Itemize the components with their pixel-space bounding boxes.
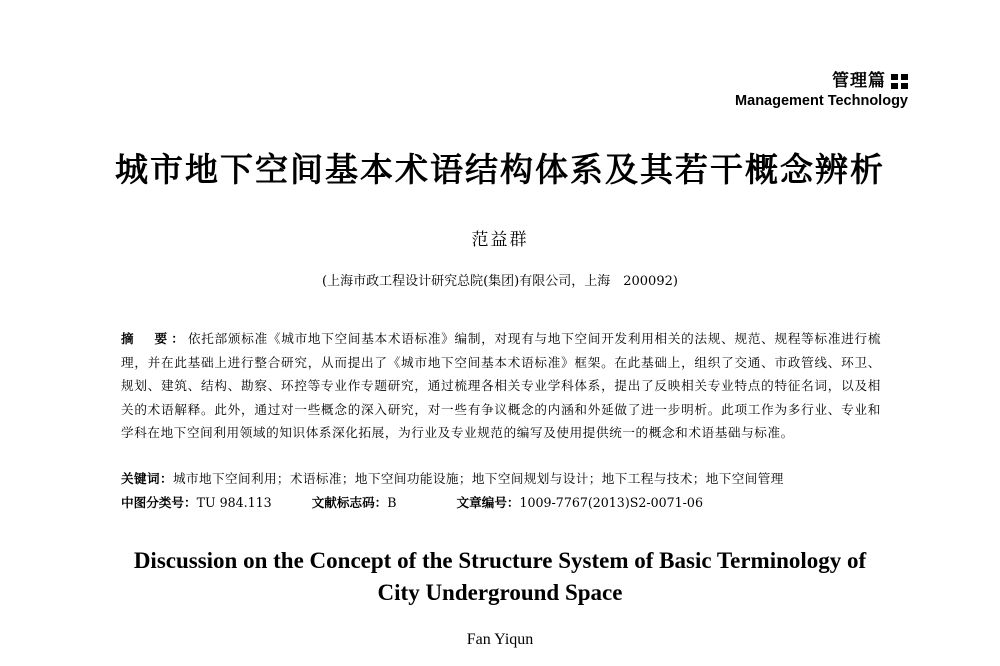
article-title-cn: 城市地下空间基本术语结构体系及其若干概念辨析 xyxy=(115,150,885,189)
article-number-label: 文章编号： xyxy=(456,495,520,510)
article-title-en-line1: Discussion on the Concept of the Structure System of Basic Terminology of xyxy=(133,548,867,573)
article-number xyxy=(457,491,703,514)
classification-line xyxy=(121,491,881,514)
abstract-label: 摘 要： xyxy=(121,331,188,346)
keywords-cn xyxy=(121,467,881,490)
section-label-cn: 管理篇 xyxy=(832,71,886,91)
clc-number xyxy=(121,491,272,514)
abstract-text: 依托部颁标准《城市地下空间基本术语标准》编制，对现有与地下空间开发利用相关的法规、规范、规程等标准进行梳理，并在此基础上进行整合研究，从而提出了《城市地下空间基本术语标准》框架。在此基础上，组织了交通、市政管线、环卫、规划、建筑、结构、勘察、环控等专业作专题研究，通过梳理各相关专业学科体系，提出了反映相关专业特点的特征名词，以及相关的术语解释。此外，通过对一些概念的深入研究，对一些有争议概念的内涵和外延做了进一步明析。此项工作为多行业、专业和学科在地下空间利用领域的知识体系深化拓展，为行业及专业规范的编写及使用提供统一的概念和术语基础与标准。 xyxy=(121,331,882,440)
author-name-cn: 范益群 xyxy=(471,230,529,250)
section-title-en: Management Technology xyxy=(735,93,908,109)
document-code xyxy=(312,491,397,514)
author-name-en: Fan Yiqun xyxy=(466,631,534,648)
section-title-cn xyxy=(735,71,908,91)
article-number-value: 1009-7767(2013)S2-0071-06 xyxy=(519,495,703,510)
keywords-text: 城市地下空间利用；术语标准；地下空间功能设施；地下空间规划与设计；地下工程与技术；地下空间管理 xyxy=(172,471,784,486)
section-header xyxy=(735,71,908,110)
article-title-en-line2: City Underground Space xyxy=(377,580,623,605)
document-code-label: 文献标志码： xyxy=(311,495,388,510)
article-title-en xyxy=(0,545,1000,609)
document-code-value: B xyxy=(387,495,397,510)
author-affiliation-cn: (上海市政工程设计研究总院(集团)有限公司，上海 200092) xyxy=(322,274,678,289)
four-squares-icon xyxy=(891,74,908,89)
abstract-cn xyxy=(121,327,881,445)
clc-value: TU 984.113 xyxy=(196,495,272,510)
keywords-label: 关键词： xyxy=(121,471,173,486)
clc-label: 中图分类号： xyxy=(121,495,197,510)
